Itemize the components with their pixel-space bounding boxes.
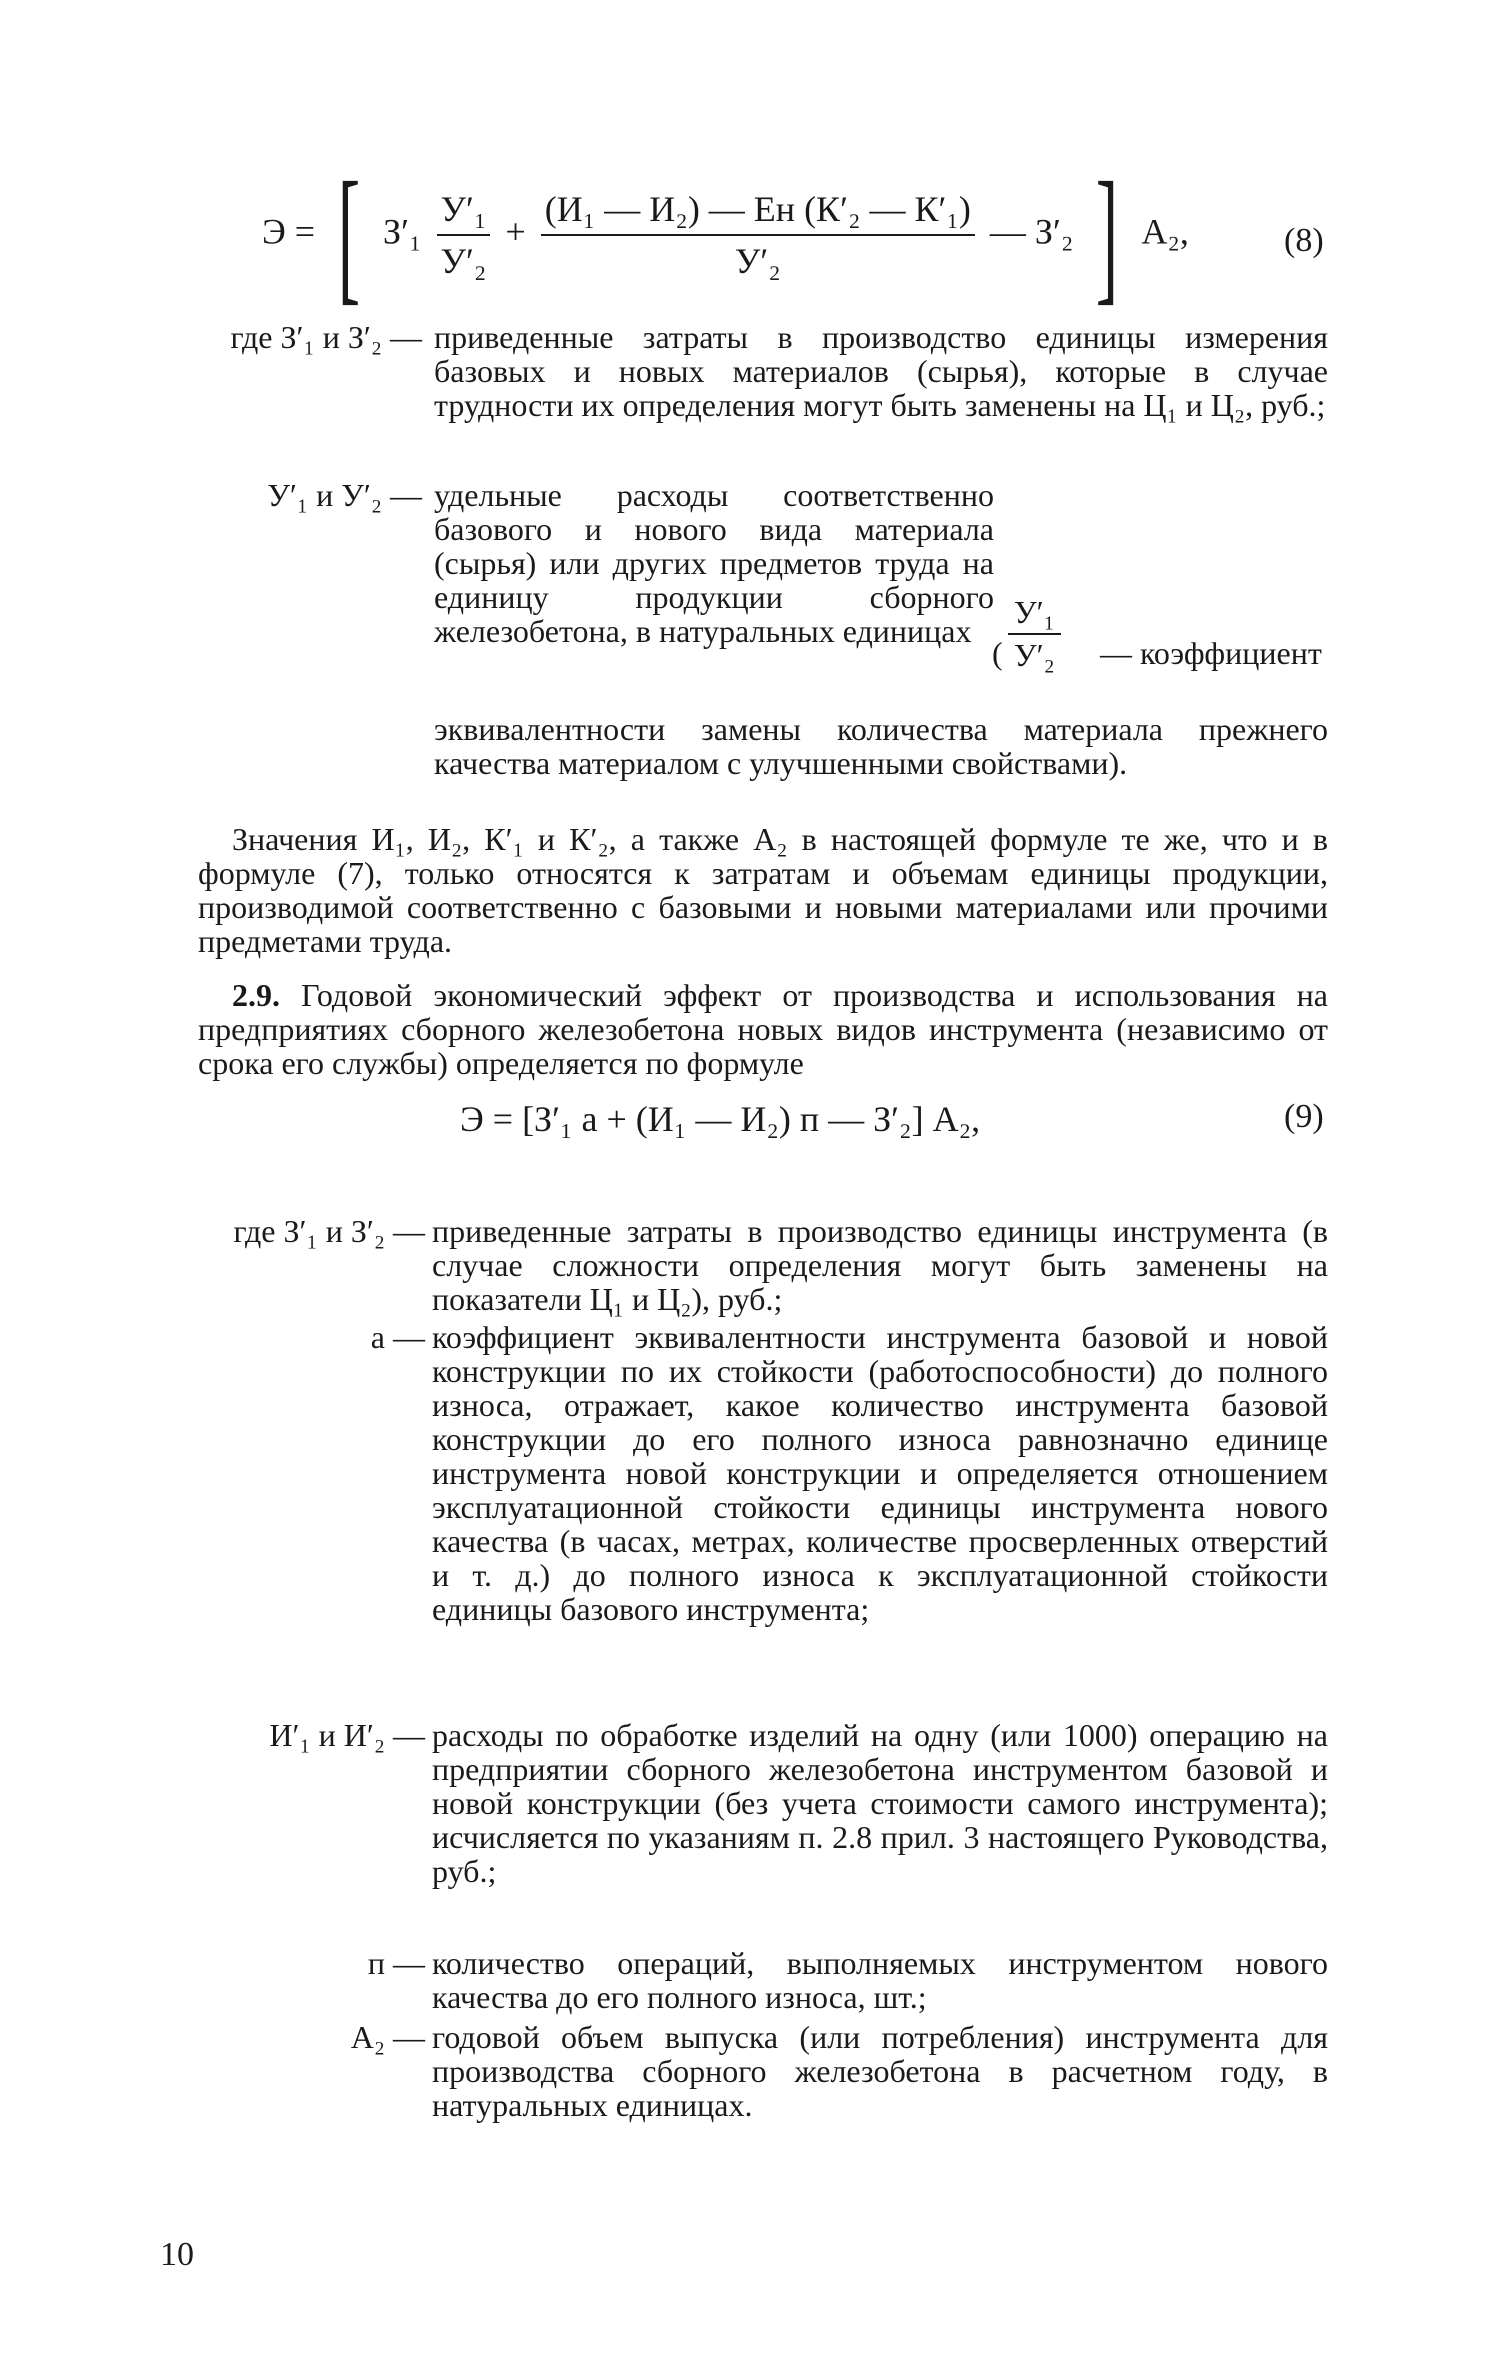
coefficient-denominator: У′₂ [1014, 637, 1055, 673]
definition-text: приведенные затраты в производство единицы измерения базовых и новых материалов (сырья), которые в случае трудности их определения могут быть заменены на Ц₁ и Ц₂, руб.; [434, 319, 1328, 423]
definition-symbol: А₂ — [350, 2019, 425, 2055]
formula-8-a2: А₂, [1141, 211, 1189, 252]
definition-symbol: п — [367, 1945, 425, 1981]
definition-u-materials [0, 477, 1500, 649]
definition-text: коэффициент эквивалентности инструмента базовой и новой конструкции по их стойкости (работоспособности) до полного износа, отражает, какое количество инструмента базовой конструкции до его полного износа равнозначно единице инструмента новой конструкции и определяется отношением эксплуатационной стойкости единицы инструмента нового качества (в часах, метрах, количестве просверленных отверстий и т. д.) до полного износа к эксплуатационной стойкости единицы базового инструмента; [432, 1319, 1328, 1627]
fraction-2-denominator: У′₂ [734, 241, 781, 281]
definition-z-materials [0, 320, 1500, 470]
definition-symbol: где З′₁ и З′₂ — [233, 1213, 425, 1249]
left-bracket: [ [337, 152, 361, 318]
page-number: 10 [160, 2236, 194, 2273]
coefficient-continuation [434, 712, 1328, 780]
definition-n [0, 1946, 1500, 2018]
fraction-2-numerator: (И₁ — И₂) — Eн (К′₂ — К′₁) [541, 188, 975, 236]
coefficient-numerator: У′₁ [1008, 594, 1061, 635]
formula-8-z1: З′₁ [383, 211, 422, 252]
paragraph-text: Годовой экономический эффект от производства и использования на предприятиях сборного железобетона новых видов инструмента (независимо от срока его службы) определяется по формуле [198, 977, 1329, 1081]
definition-text: количество операций, выполняемых инструментом нового качества до его полного износа, шт.; [432, 1945, 1328, 2015]
formula-8-plus: + [505, 211, 526, 252]
formula-8-lhs: Э = [262, 211, 316, 252]
definition-i [0, 1718, 1500, 1938]
definition-z-tool [0, 1214, 1500, 1324]
definition-a2 [0, 2020, 1500, 2130]
formula-8-fraction-2 [541, 188, 975, 282]
formula-8-minus-z2: — З′₂ [989, 211, 1074, 252]
definition-symbol: где З′₁ и З′₂ — [230, 319, 422, 355]
coefficient-fraction [1008, 594, 1061, 674]
paragraph-2-9 [198, 978, 1328, 1080]
formula-8 [262, 152, 1189, 318]
definition-a [0, 1320, 1500, 1700]
fraction-1-denominator: У′₂ [440, 241, 487, 281]
coefficient-label: — коэффициент [1100, 635, 1322, 671]
definition-text: удельные расходы соответственно базового и нового вида материала (сырья) или других предметов труда на единицу продукции сборного железобетона, в натуральных единицах [434, 477, 994, 649]
definition-text: приведенные затраты в производство единицы инструмента (в случае сложности определения могут быть заменены на показатели Ц₁ и Ц₂), руб.; [432, 1213, 1328, 1317]
definition-text: расходы по обработке изделий на одну (или 1000) операцию на предприятии сборного железобетона инструментом базовой и новой конструкции (без учета стоимости самого инструмента); исчисляется по указаниям п. 2.8 прил. 3 настоящего Руководства, руб.; [432, 1717, 1328, 1889]
right-bracket: ] [1096, 152, 1119, 318]
paragraph-values [198, 822, 1328, 958]
paragraph-2-9-body [198, 978, 1328, 1080]
formula-9-number: (9) [1284, 1098, 1324, 1135]
definition-symbol: а — [370, 1319, 425, 1355]
definition-symbol: И′₁ и И′₂ — [269, 1717, 425, 1753]
definition-text: эквивалентности замены количества материала прежнего качества материалом с улучшенными свойствами). [434, 711, 1328, 781]
formula-8-fraction-1 [437, 188, 491, 282]
definition-text: годовой объем выпуска (или потребления) инструмента для производства сборного железобетона в расчетном году, в натуральных единицах. [432, 2019, 1328, 2123]
coef-open-paren: ( [992, 635, 1003, 671]
definition-symbol: У′₁ и У′₂ — [267, 477, 422, 513]
formula-8-number: (8) [1284, 222, 1324, 259]
section-number: 2.9. [232, 977, 280, 1013]
formula-9: Э = [З′₁ а + (И₁ — И₂) п — З′₂] А₂, [460, 1099, 981, 1139]
paragraph-text: Значения И₁, И₂, К′₁ и К′₂, а также А₂ в настоящей формуле те же, что и в формуле (7), только относятся к затратам и объемам единицы продукции, производимой соответственно с базовыми и новыми материалами или прочими предметами труда. [198, 821, 1328, 959]
fraction-1-numerator: У′₁ [437, 188, 491, 236]
